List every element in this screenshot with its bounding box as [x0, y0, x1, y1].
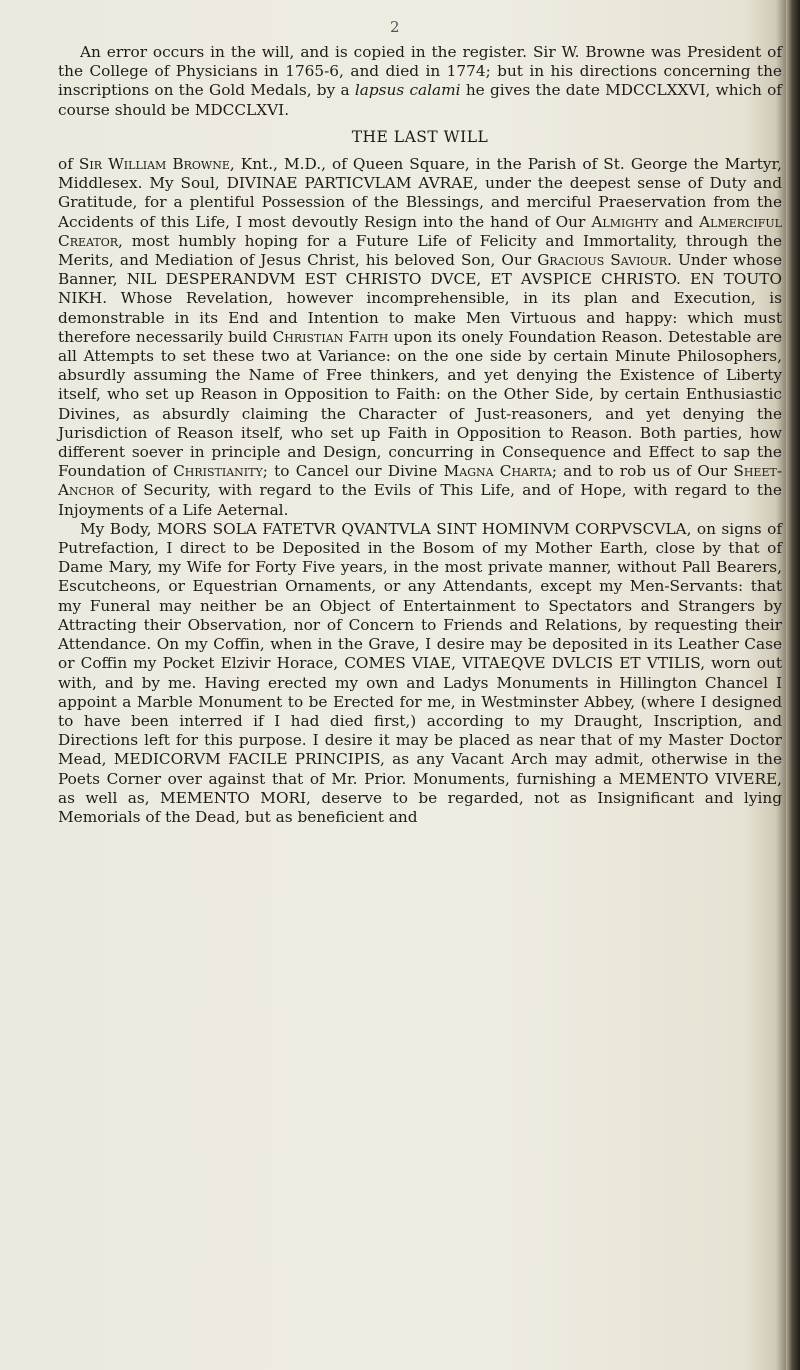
intro-paragraph — [58, 43, 782, 120]
text-run: he gives the date MDCCLXXVI, which of course should be MDCCLXVI. — [58, 81, 782, 119]
text-run: An error occurs in the will, and is copied in the register. Sir W. Browne was President of the College of Physicians in 1765-6, and died in 1774; but in his directions concerning the inscriptions on the Gold Medals, by a — [58, 43, 782, 100]
text-run: and — [658, 212, 700, 231]
text-run: of Security, with regard to the Evils of This Life, and of Hope, with regard to the Injoyments of a Life Aeternal. — [58, 481, 782, 519]
small-caps-text: Almighty — [591, 212, 659, 231]
paragraph-body — [58, 520, 782, 827]
small-caps-text: Sir William Browne — [78, 155, 230, 174]
text-run: ; and to rob us of Our — [551, 462, 734, 481]
text-run: . Under whose Banner, NIL DESPERANDVM EST CHRISTO DVCE, ET AVSPICE CHRISTO. EN TOUTO NIKH. Whose Revelation, however incomprehensible, in its plan and Execution, is demonstrable in its End and Intention to make Men Virtuous and happy: which must therefore necessarily build — [58, 251, 783, 346]
document-body — [58, 43, 782, 827]
text-run: upon its onely Foundation Reason. Detestable are all Attempts to set these two at Variance: on the one side by certain Minute Philosophers, absurdly assuming the Name of Free thinkers, and yet denying the Existence of Liberty itself, who set up Reason in Opposition to Faith: on the Other Side, by certain Enthusiastic Divines, as absurdly claiming the Character of Just-reasoners, and yet denying the Jurisdiction of Reason itself, who set up Faith in Opposition to Reason. Both parties, how different soever in principle and Design, concurring in Consequence and Effect to sap the Foundation of — [58, 327, 782, 481]
italic-text: lapsus calami — [354, 81, 461, 100]
small-caps-text: Christianity — [173, 462, 263, 481]
text-run: , most humbly hoping for a Future Life of Felicity and Immortality, through the Merits, and Mediation of Jesus Christ, his beloved Son, Our — [58, 231, 782, 270]
text-run: ; to Cancel our Divine — [262, 462, 444, 481]
text-run: of — [58, 155, 79, 174]
text-run: , Knt., M.D., of Queen Square, in the Parish of St. George the Martyr, Middlesex. My Soul, DIVINAE PARTICVLAM AVRAE, under the deepest sense of Duty and Gratitude, for a plentiful Possession of the Blessings, and merciful Praeservation from the Accidents of this Life, I most devoutly Resign into the hand of Our — [58, 155, 782, 231]
paragraph-soul — [58, 155, 782, 520]
small-caps-text: Magna Charta — [443, 462, 552, 481]
text-run: My Body, MORS SOLA FATETVR QVANTVLA SINT HOMINVM CORPVSCVLA, on signs of Putrefaction, I direct to be Deposited in the Bosom of my Mother Earth, close by that of Dame Mary, my Wife for Forty Five years, in the most private manner, without Pall Bearers, Escutcheons, or Equestrian Ornaments, or any Attendants, except my Men-Servants: that my Funeral may neither be an Object of Entertainment to Spectators and Strangers by Attracting their Observation, nor of Concern to Friends and Relations, by requesting their Attendance. On my Coffin, when in the Grave, I desire may be deposited in its Leather Case or Coffin my Pocket Elzivir Horace, COMES VIAE, VITAEQVE DVLCIS ET VTILIS, worn out with, and by me. Having erected my own and Ladys Monuments in Hillington Chancel I appoint a Marble Monument to be Erected for me, in Westminster Abbey, (where I designed to have been interred if I had died first,) according to my Draught, Inscription, and Directions left for this purpose. I desire it may be placed as near that of my Master Doctor Mead, MEDICORVM FACILE PRINCIPIS, as any Vacant Arch may admit, otherwise in the Poets Corner over against that of Mr. Prior. Monuments, furnishing a MEMENTO VIVERE, as well as, MEMENTO MORI, deserve to be regarded, not as Insignificant and lying Memorials of the Dead, but as beneficient and — [58, 519, 782, 826]
page-edge-shadow — [786, 0, 800, 1370]
small-caps-text: Sheet-Anchor — [58, 462, 782, 500]
page-number: 2 — [390, 18, 400, 36]
small-caps-text: Almerciful Creator — [58, 212, 782, 250]
small-caps-text: Gracious Saviour — [537, 251, 668, 270]
will-title: THE LAST WILL — [351, 127, 489, 146]
small-caps-text: Christian Faith — [272, 327, 389, 346]
